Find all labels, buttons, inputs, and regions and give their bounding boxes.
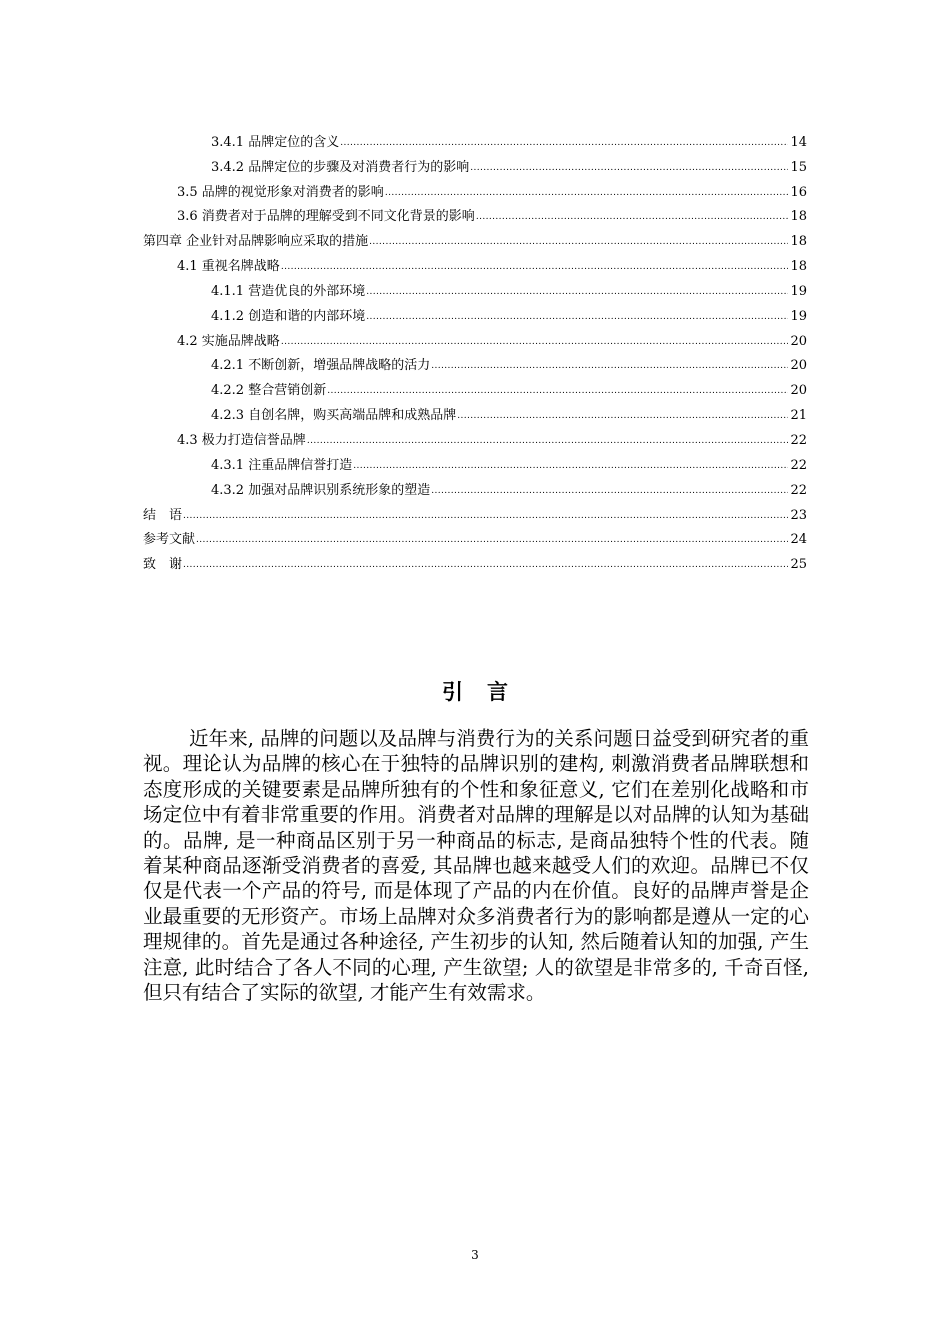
toc-entry[interactable] — [143, 474, 807, 499]
toc-dot-leader — [281, 261, 788, 275]
toc-entry[interactable] — [143, 499, 807, 524]
toc-entry-title: 第四章 企业针对品牌影响应采取的措施 — [143, 234, 369, 250]
toc-entry-page: 23 — [790, 507, 807, 523]
toc-dot-leader — [431, 485, 788, 499]
toc-entry-page: 19 — [790, 308, 807, 324]
toc-dot-leader — [353, 460, 788, 474]
toc-dot-leader — [366, 286, 788, 300]
toc-entry-title: 4.1.2 创造和谐的内部环境 — [211, 308, 366, 324]
toc-entry-page: 19 — [790, 283, 807, 299]
toc-entry-title: 4.2.1 不断创新，增强品牌战略的活力 — [211, 358, 431, 374]
toc-entry-page: 21 — [790, 408, 807, 424]
toc-entry-title: 致 谢 — [143, 557, 183, 573]
toc-entry-page: 20 — [790, 383, 807, 399]
toc-entry[interactable] — [143, 201, 807, 226]
toc-entry[interactable] — [143, 176, 807, 201]
toc-entry-page: 22 — [790, 457, 807, 473]
toc-dot-leader — [457, 410, 788, 424]
toc-entry-title: 3.4.1 品牌定位的含义 — [211, 134, 340, 150]
toc-entry-page: 20 — [790, 333, 807, 349]
toc-entry[interactable] — [143, 275, 807, 300]
toc-entry[interactable] — [143, 250, 807, 275]
toc-entry[interactable] — [143, 300, 807, 325]
toc-entry-title: 参考文献 — [143, 532, 196, 548]
toc-dot-leader — [385, 187, 788, 201]
page-number: 3 — [471, 1248, 479, 1262]
toc-entry[interactable] — [143, 225, 807, 250]
toc-dot-leader — [307, 435, 788, 449]
toc-entry-page: 25 — [790, 557, 807, 573]
toc-dot-leader — [476, 211, 788, 225]
toc-entry-page: 14 — [790, 134, 807, 150]
toc-entry-title: 4.1 重视名牌战略 — [177, 259, 280, 275]
toc-entry-title: 4.3.2 加强对品牌识别系统形象的塑造 — [211, 482, 431, 498]
intro-paragraph: 近年来, 品牌的问题以及品牌与消费行为的关系问题日益受到研究者的重视。理论认为品牌的核心在于独特的品牌识别的建构, 刺激消费者品牌联想和态度形成的关键要素是品牌所独有的个性和象征意义, 它们在差别化战略和市场定位中有着非常重要的作用。消费者对品牌的理解是以对品牌的认知为基础的。品牌, 是一种商品区别于另一种商品的标志, 是商品独特个性的代表。随着某种商品逐渐受消费者的喜爱, 其品牌也越来越受人们的欢迎。品牌已不仅仅是代表一个产品的符号, 而是体现了产品的内在价值。良好的品牌声誉是企业最重要的无形资产。市场上品牌对众多消费者行为的影响都是遵从一定的心理规律的。首先是通过各种途径, 产生初步的认知, 然后随着认知的加强, 产生注意, 此时结合了各人不同的心理, 产生欲望; 人的欲望是非常多的, 千奇百怪, 但只有结合了实际的欲望, 才能产生有效需求。 — [143, 727, 809, 1005]
toc-entry[interactable] — [143, 350, 807, 375]
toc-entry-page: 24 — [790, 532, 807, 548]
toc-entry-page: 15 — [790, 159, 807, 175]
toc-entry[interactable] — [143, 424, 807, 449]
toc-dot-leader — [183, 559, 788, 573]
toc-entry-title: 4.1.1 营造优良的外部环境 — [211, 283, 366, 299]
toc-entry-title: 4.3 极力打造信誉品牌 — [177, 432, 306, 448]
toc-entry[interactable] — [143, 151, 807, 176]
toc-entry-page: 18 — [790, 234, 807, 250]
toc-dot-leader — [281, 336, 788, 350]
toc-dot-leader — [183, 510, 788, 524]
toc-entry-page: 20 — [790, 358, 807, 374]
intro-heading: 引言 — [442, 679, 532, 704]
toc-entry-title: 3.5 品牌的视觉形象对消费者的影响 — [177, 184, 384, 200]
toc-dot-leader — [327, 385, 788, 399]
toc-dot-leader — [369, 236, 788, 250]
toc-entry-title: 4.2.3 自创名牌，购买高端品牌和成熟品牌 — [211, 408, 457, 424]
toc-entry-title: 3.6 消费者对于品牌的理解受到不同文化背景的影响 — [177, 209, 475, 225]
toc-entry[interactable] — [143, 126, 807, 151]
toc-entry[interactable] — [143, 325, 807, 350]
toc-entry[interactable] — [143, 524, 807, 549]
toc-entry-title: 4.2 实施品牌战略 — [177, 333, 280, 349]
toc-dot-leader — [431, 360, 788, 374]
toc-entry[interactable] — [143, 399, 807, 424]
toc-entry-page: 18 — [790, 259, 807, 275]
toc-dot-leader — [196, 534, 788, 548]
table-of-contents — [143, 126, 807, 573]
toc-entry[interactable] — [143, 548, 807, 573]
toc-dot-leader — [470, 162, 788, 176]
toc-entry-page: 22 — [790, 482, 807, 498]
toc-entry[interactable] — [143, 449, 807, 474]
toc-entry-title: 4.2.2 整合营销创新 — [211, 383, 327, 399]
toc-entry-title: 4.3.1 注重品牌信誉打造 — [211, 457, 353, 473]
toc-entry[interactable] — [143, 374, 807, 399]
toc-dot-leader — [340, 137, 788, 151]
toc-entry-page: 18 — [790, 209, 807, 225]
toc-entry-title: 结 语 — [143, 507, 183, 523]
toc-entry-page: 16 — [790, 184, 807, 200]
toc-entry-page: 22 — [790, 432, 807, 448]
toc-entry-title: 3.4.2 品牌定位的步骤及对消费者行为的影响 — [211, 159, 470, 175]
toc-dot-leader — [366, 311, 788, 325]
